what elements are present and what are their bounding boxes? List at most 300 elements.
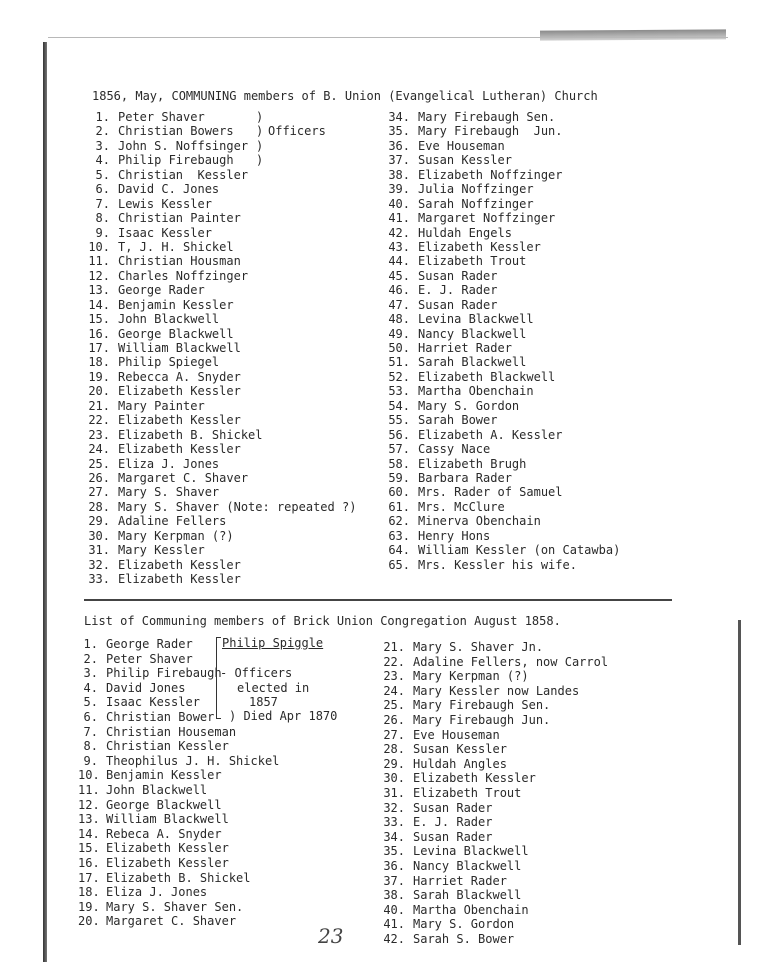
list-item [388,514,620,528]
list-item [383,830,608,845]
item-number: 40. [388,196,410,211]
item-number: 63. [388,528,410,543]
item-number: 22. [88,413,110,428]
item-number: 27. [383,727,405,742]
member-name: Barbara Rader [418,470,512,485]
item-number: 8. [83,739,98,754]
member-name: Elizabeth Kessler [118,557,241,572]
list-item [88,327,356,341]
note-year: 1857 [249,695,278,709]
member-name: Mary Firebaugh Jun. [413,712,551,727]
member-name: Huldah Engels [418,225,512,240]
list-item [388,254,620,268]
list-item [383,815,608,830]
item-number: 15. [88,312,110,327]
note-officers: - Officers [220,666,293,680]
list-item [383,684,608,699]
item-number: 5. [83,695,98,710]
list-item [383,698,608,713]
member-name: Susan Kessler [418,153,512,168]
list-item [78,856,279,871]
item-number: 15. [78,841,100,856]
list-item [383,859,608,874]
member-name: Susan Kessler [413,742,507,757]
item-number: 13. [88,283,110,298]
list-item [88,514,356,528]
list-item [88,197,356,211]
member-name: Charles Noffzinger [118,268,249,283]
item-number: 44. [388,254,410,269]
item-number: 4. [83,680,98,695]
item-number: 34. [388,110,410,124]
list-item [383,844,608,859]
member-name: Christian Kessler [106,739,229,754]
item-number: 3. [83,666,98,681]
top-rule [48,37,728,38]
item-number: 37. [388,153,410,168]
list-item [78,725,279,740]
member-name: Elizabeth Kessler [118,572,241,586]
list-item [388,500,620,514]
officers-paren-4: ) [256,153,264,167]
item-number: 35. [388,124,410,139]
member-name: Levina Blackwell [418,312,534,327]
note-died: ) Died Apr 1870 [229,709,338,723]
list-item [383,888,608,903]
item-number: 29. [88,514,110,529]
member-name: Martha Obenchain [413,902,529,917]
member-name: Levina Blackwell [413,844,529,859]
item-number: 55. [388,413,410,428]
list-item [388,457,620,471]
item-number: 64. [388,543,410,558]
member-name: Rebeca A. Snyder [106,826,222,841]
list-item [388,428,620,442]
item-number: 43. [388,239,410,254]
member-name: George Rader [118,283,205,298]
list-item [88,254,356,268]
item-number: 24. [88,442,110,457]
item-number: 11. [78,782,100,797]
item-number: 54. [388,398,410,413]
officers-paren-1: ) [256,110,264,124]
list-item [88,168,356,182]
item-number: 6. [95,182,110,197]
member-name: Eve Houseman [413,727,500,742]
list-item [388,543,620,557]
list-item [78,768,279,783]
member-name: Minerva Obenchain [418,514,541,529]
item-number: 2. [95,124,110,139]
list-item [88,269,356,283]
member-name: Susan Rader [413,829,493,844]
member-name: Eliza J. Jones [106,885,208,900]
item-number: 9. [95,225,110,240]
member-name: Elizabeth Noffzinger [418,167,563,182]
list-item [388,240,620,254]
list-item [388,312,620,326]
list-item [383,713,608,728]
member-name: Benjamin Kessler [118,297,234,312]
member-name: Eve Houseman [418,138,505,153]
item-number: 26. [383,712,405,727]
member-name: Mrs. Kessler his wife. [418,557,577,572]
heading-1856: 1856, May, COMMUNING members of B. Union (Evangelical Lutheran) Church [92,89,598,103]
item-number: 42. [388,225,410,240]
list-item [88,124,356,138]
member-name: Philip Firebaugh [106,666,222,681]
item-number: 3. [95,138,110,153]
member-name: Harriet Rader [418,341,512,355]
list-item [388,485,620,499]
member-name: Henry Hons [418,528,491,543]
list-item [388,399,620,413]
member-name: Margaret Noffzinger [418,211,556,226]
list-item [383,771,608,786]
item-number: 38. [383,888,405,903]
member-name: Susan Rader [418,268,498,283]
list-item [88,110,356,124]
item-number: 28. [383,742,405,757]
list-item [383,786,608,801]
member-name: Philip Firebaugh [118,153,234,168]
member-list-1856-right [388,110,620,572]
item-number: 22. [383,654,405,669]
list-item [383,903,608,918]
item-number: 16. [88,326,110,341]
list-item [383,655,608,670]
member-name: Martha Obenchain [418,384,534,399]
member-name: John S. Noffsinger [118,138,249,153]
item-number: 57. [388,442,410,457]
item-number: 46. [388,283,410,298]
item-number: 2. [83,651,98,666]
member-name: Elizabeth Brugh [418,456,527,471]
item-number: 27. [88,485,110,500]
member-name: John Blackwell [106,782,208,797]
item-number: 31. [88,543,110,558]
member-name: Elizabeth Kessler [118,413,241,428]
member-name: Theophilus J. H. Shickel [106,753,280,768]
member-name: Mary S. Shaver (Note: repeated ?) [118,499,357,514]
member-name: Margaret C. Shaver [106,914,237,929]
list-item [78,914,279,929]
member-name: Nancy Blackwell [418,326,527,341]
member-name: Elizabeth B. Shickel [106,870,251,885]
list-item [383,757,608,772]
member-name: Christian Bowers [118,124,234,139]
member-name: Huldah Angles [413,756,507,771]
member-name: Sarah Blackwell [418,355,527,370]
item-number: 23. [88,427,110,442]
list-item [88,312,356,326]
member-name: Mary Kerpman (?) [118,528,234,543]
officers-paren-3: ) [256,139,264,153]
member-name: Mary Firebaugh Sen. [413,698,551,713]
list-item [88,413,356,427]
list-item [388,283,620,297]
member-name: Mary Kessler [118,543,205,558]
officers-label: Officers [268,124,326,138]
list-item [388,413,620,427]
item-number: 20. [88,384,110,399]
member-name: William Blackwell [118,341,241,355]
list-item [88,370,356,384]
list-item [88,153,356,167]
list-item [78,739,279,754]
list-item [383,932,608,947]
list-item [388,384,620,398]
list-item [88,558,356,572]
list-item [88,442,356,456]
item-number: 21. [88,398,110,413]
member-name: Sarah Blackwell [413,888,522,903]
member-name: Elizabeth Kessler [106,841,229,856]
list-item [78,754,279,769]
member-name: Julia Noffzinger [418,182,534,197]
item-number: 53. [388,384,410,399]
list-item [78,812,279,827]
officers-paren-2: ) [256,124,264,138]
member-name: Mary Firebaugh Sen. [418,110,556,124]
member-name: E. J. Rader [413,815,493,830]
member-name: Isaac Kessler [106,695,200,710]
item-number: 12. [88,268,110,283]
member-name: William Blackwell [106,812,229,827]
item-number: 41. [383,917,405,932]
list-item [88,355,356,369]
list-item [88,529,356,543]
item-number: 8. [95,211,110,226]
item-number: 7. [83,724,98,739]
item-number: 25. [88,456,110,471]
list-item [78,783,279,798]
item-number: 30. [383,771,405,786]
list-item [388,211,620,225]
list-item [88,240,356,254]
note-philip-spiggle: Philip Spiggle [222,636,324,650]
member-name: David Jones [106,680,186,695]
item-number: 58. [388,456,410,471]
item-number: 40. [383,902,405,917]
item-number: 56. [388,427,410,442]
member-name: Christian Painter [118,211,241,226]
list-item [78,871,279,886]
item-number: 24. [383,683,405,698]
item-number: 10. [88,239,110,254]
list-item [88,283,356,297]
list-item [88,457,356,471]
member-name: Adaline Fellers, now Carrol [413,654,609,669]
list-item [88,384,356,398]
member-name: Elizabeth Kessler [413,771,536,786]
member-name: Elizabeth Kessler [118,384,241,399]
member-name: Harriet Rader [413,873,507,888]
member-name: Susan Rader [413,800,493,815]
member-name: Peter Shaver [106,651,193,666]
note-elected: elected in [237,681,310,695]
list-item [88,485,356,499]
item-number: 36. [388,138,410,153]
item-number: 33. [383,815,405,830]
item-number: 39. [388,182,410,197]
member-name: Elizabeth Kessler [118,442,241,457]
list-item [383,917,608,932]
member-name: Mary S. Gordon [413,917,515,932]
item-number: 38. [388,167,410,182]
item-number: 51. [388,355,410,370]
member-name: Lewis Kessler [118,196,212,211]
member-name: Elizabeth A. Kessler [418,427,563,442]
list-item [88,572,356,586]
member-name: Sarah S. Bower [413,931,515,946]
item-number: 4. [95,153,110,168]
item-number: 32. [383,800,405,815]
member-name: Elizabeth Kessler [106,855,229,870]
member-name: Adaline Fellers [118,514,227,529]
list-item [78,841,279,856]
item-number: 10. [78,768,100,783]
item-number: 36. [383,858,405,873]
item-number: 59. [388,470,410,485]
item-number: 1. [95,110,110,124]
item-number: 19. [88,369,110,384]
section-divider [84,599,672,601]
item-number: 25. [383,698,405,713]
member-name: Isaac Kessler [118,225,212,240]
list-item [88,543,356,557]
member-name: Sarah Noffzinger [418,196,534,211]
member-name: Mary S. Gordon [418,398,520,413]
item-number: 18. [78,885,100,900]
item-number: 60. [388,485,410,500]
member-name: T, J. H. Shickel [118,239,234,254]
item-number: 23. [383,669,405,684]
heading-1858: List of Communing members of Brick Union Congregation August 1858. [84,614,561,628]
item-number: 28. [88,499,110,514]
member-name: Mary S. Shaver Jn. [413,640,544,654]
member-name: Cassy Nace [418,442,491,457]
item-number: 35. [383,844,405,859]
member-name: Christian Kessler [118,167,249,182]
item-number: 41. [388,211,410,226]
list-item [88,211,356,225]
member-name: William Kessler (on Catawba) [418,543,621,558]
item-number: 12. [78,797,100,812]
item-number: 14. [88,297,110,312]
member-name: Elizabeth Kessler [418,239,541,254]
member-name: Elizabeth B. Shickel [118,427,263,442]
right-edge-mark [738,620,741,945]
member-name: Christian Housman [118,254,241,269]
member-name: Rebecca A. Snyder [118,369,241,384]
list-item [388,558,620,572]
item-number: 62. [388,514,410,529]
item-number: 17. [78,870,100,885]
member-name: Christian Bower [106,709,215,724]
item-number: 14. [78,826,100,841]
list-item [88,399,356,413]
item-number: 6. [83,709,98,724]
item-number: 37. [383,873,405,888]
list-item [78,652,279,667]
member-name: Margaret C. Shaver [118,470,249,485]
member-name: Mary S. Shaver [118,485,220,500]
list-item [383,874,608,889]
list-item [88,226,356,240]
item-number: 65. [388,557,410,572]
item-number: 29. [383,756,405,771]
member-name: Mary Kessler now Landes [413,683,580,698]
list-item [388,139,620,153]
item-number: 30. [88,528,110,543]
list-item [88,182,356,196]
item-number: 18. [88,355,110,370]
item-number: 34. [383,829,405,844]
list-item [383,728,608,743]
member-name: Peter Shaver [118,110,205,124]
list-item [388,153,620,167]
item-number: 16. [78,855,100,870]
item-number: 31. [383,785,405,800]
list-item [88,341,356,355]
list-item [388,226,620,240]
member-name: Mary Painter [118,398,205,413]
item-number: 20. [78,914,100,929]
item-number: 17. [88,341,110,355]
page-number: 23 [318,924,344,948]
list-item [88,500,356,514]
item-number: 42. [383,931,405,946]
item-number: 9. [83,753,98,768]
list-item [88,139,356,153]
item-number: 61. [388,499,410,514]
list-item [78,885,279,900]
item-number: 7. [95,196,110,211]
item-number: 33. [88,572,110,586]
list-item [388,110,620,124]
list-item [383,669,608,684]
item-number: 1. [83,637,98,651]
list-item [388,529,620,543]
member-name: Elizabeth Trout [418,254,527,269]
list-item [388,442,620,456]
member-name: Nancy Blackwell [413,858,522,873]
list-item [388,197,620,211]
item-number: 52. [388,369,410,384]
member-name: George Blackwell [106,797,222,812]
list-item [388,182,620,196]
member-name: Mary S. Shaver Sen. [106,899,244,914]
list-item [383,640,608,655]
member-name: Elizabeth Trout [413,785,522,800]
list-item [78,900,279,915]
member-name: George Rader [106,637,193,651]
item-number: 26. [88,470,110,485]
list-item [88,298,356,312]
item-number: 13. [78,812,100,827]
list-item [388,370,620,384]
binding-edge [43,42,47,962]
item-number: 11. [88,254,110,269]
list-item [388,124,620,138]
member-name: Mrs. Rader of Samuel [418,485,563,500]
member-name: Eliza J. Jones [118,456,220,471]
member-name: Mrs. McClure [418,499,505,514]
member-list-1858-right [383,640,608,946]
list-item [388,471,620,485]
list-item [388,341,620,355]
